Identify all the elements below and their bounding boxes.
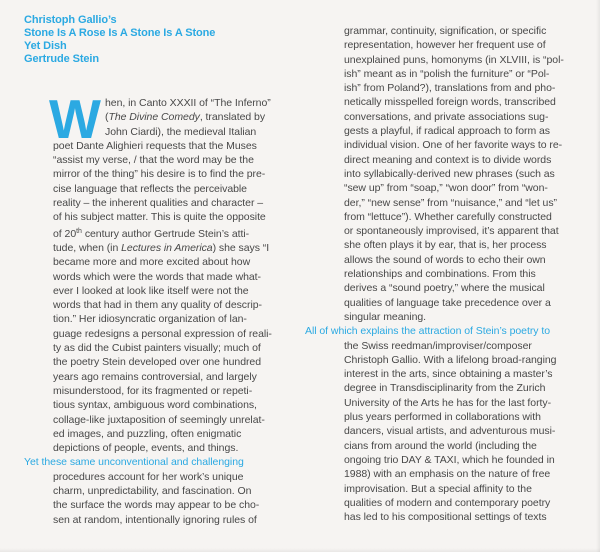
text-line: grammar, continuity, signification, or specific [344, 25, 547, 37]
text-line: direct meaning and context is to divide words [344, 153, 552, 166]
text-line: 1988) with an emphasis on the nature of free [344, 468, 551, 481]
text-line: charm, unpredictability, and fascination. On [53, 485, 252, 498]
italic-text: Lectures in America [121, 241, 213, 254]
text-line: tion.” Her idiosyncratic organization of lan- [53, 313, 247, 326]
text-line: ed images, and puzzling, often enigmatic [53, 427, 242, 440]
lyricist-credit: Gertrude Stein [24, 53, 100, 65]
text-line: ever I looked at look like itself were not the [53, 284, 249, 297]
title-block [24, 14, 215, 66]
dropcap-letter: W [49, 88, 100, 150]
text-line: words which were the words that made what- [53, 270, 261, 283]
text-line: ish” meant as in “polish the furniture” or “Pol- [344, 67, 550, 80]
text-line: procedures account for her work’s unique [53, 470, 244, 483]
text-segment: ) she says “I [212, 241, 270, 254]
text-line: became more and more excited about how [53, 256, 251, 269]
text-line: ongoing trio DAY & TAXI, which he founded in [344, 453, 555, 466]
text-line: the Swiss reedman/improviser/composer [344, 339, 532, 352]
text-line: derives a “sound poetry,” where the musical [344, 282, 545, 295]
text-line: plus years performed in collaborations with [344, 411, 541, 424]
text-line: from “lettuce”). Whether carefully constructed [344, 210, 552, 223]
text-line: years ago remains controversial, and largely [53, 370, 257, 383]
text-line: cise language that reflects the perceivable [53, 182, 247, 195]
text-line: netically misspelled foreign words, transcribed [344, 96, 556, 109]
album-subtitle: Yet Dish [24, 40, 67, 52]
text-line: depictions of people, events, and things. [53, 442, 239, 455]
text-line: guage redesigns a personal expression of reali- [53, 327, 272, 340]
scan-edge-shading-bottom [0, 548, 600, 552]
scan-edge-shading-right [596, 0, 600, 552]
text-line: individual vision. One of her favorite ways to re- [344, 139, 563, 152]
text-line: “sew up” from “soap,” “won door” from “won- [344, 182, 548, 195]
text-segment: ( [105, 111, 109, 124]
text-line: Christoph Gallio. With a lifelong broad-ranging [344, 353, 557, 366]
text-line: or spontaneously improvised, it’s apparent that [344, 225, 559, 238]
text-line: of his subject matter. This is quite the opposite [53, 211, 266, 224]
text-line: into syllabically-derived new phrases (such as [344, 167, 555, 180]
text-line: poet Dante Alighieri requests that the Muses [53, 139, 257, 152]
text-line [53, 241, 294, 255]
text-line: has led to his compositional settings of texts [344, 511, 547, 524]
album-title: Stone Is A Rose Is A Stone Is A Stone [24, 27, 216, 39]
accent-text-line: Yet these same unconventional and challenging [24, 456, 244, 469]
text-line: singular meaning. [344, 310, 427, 323]
superscript-text: th [76, 227, 82, 235]
text-line: ty as did the Cubist painters visually; much of [53, 342, 261, 355]
text-line: collage-like juxtaposition of seemingly unrelat- [53, 413, 265, 426]
right-text-column [305, 24, 585, 524]
text-line: representation, however her frequent use of [344, 39, 546, 52]
text-segment: , translated by [199, 111, 266, 124]
left-text-column [24, 88, 294, 527]
composer-credit: Christoph Gallio’s [24, 14, 117, 26]
text-line: hen, in Canto XXXII of “The Inferno” [105, 97, 271, 109]
text-line: tious syntax, ambiguous word combinations, [53, 399, 257, 412]
text-line: interest in the arts, since obtaining a master’s [344, 368, 553, 381]
text-line: gests a playful, if radical approach to form as [344, 125, 551, 138]
text-line: der,” “new sense” from “nuisance,” and “let us” [344, 196, 557, 209]
text-segment: tude, when (in [53, 241, 122, 254]
text-line [53, 225, 294, 241]
text-line: relationships and combinations. From this [344, 268, 536, 281]
text-segment: century author Gertrude Stein’s atti- [81, 227, 250, 240]
text-line: reality – the inherent qualities and character – [53, 197, 264, 210]
text-line: qualities of language take precedence over a [344, 296, 551, 309]
text-line: she often plays it by ear, that is, her process [344, 239, 547, 252]
italic-text: The Divine Comedy [108, 111, 200, 124]
text-line: “assist my verse, / that the word may be the [53, 154, 254, 167]
text-line: the poetry Stein developed over one hundred [53, 356, 262, 369]
text-line: conversations, and private associations sug- [344, 110, 549, 123]
accent-text-line: All of which explains the attraction of Stein’s poetry to [305, 325, 551, 338]
text-line: words that had in them any quality of descrip- [53, 299, 262, 312]
text-line: unexplained puns, homonyms (in XLVIII, is “pol- [344, 53, 564, 66]
text-line: degree in Transdisciplinarity from the Zurich [344, 382, 546, 395]
text-line: University of the Arts he has for the last forty- [344, 396, 552, 409]
text-line: John Ciardi), the medieval Italian [105, 125, 257, 138]
text-line: dancers, visual artists, and adventurous musi- [344, 425, 556, 438]
text-line: allows the sound of words to echo their own [344, 253, 546, 266]
text-line: qualities of modern and contemporary poetry [344, 496, 551, 509]
text-line: improvisation. But a special affinity to the [344, 482, 532, 495]
text-line: the surface the words may appear to be cho- [53, 499, 260, 512]
text-line [105, 110, 294, 124]
text-line: ish” from Poland?), translations from and pho- [344, 82, 556, 95]
text-line: cians from around the world (including the [344, 439, 537, 452]
text-line: sen at random, intentionally ignoring rules of [53, 513, 257, 526]
text-segment: of 20 [53, 227, 77, 240]
text-line: misunderstood, for its fragmented or repeti- [53, 384, 253, 397]
text-line: mirror of the thing” his desire is to find the pre- [53, 168, 266, 181]
